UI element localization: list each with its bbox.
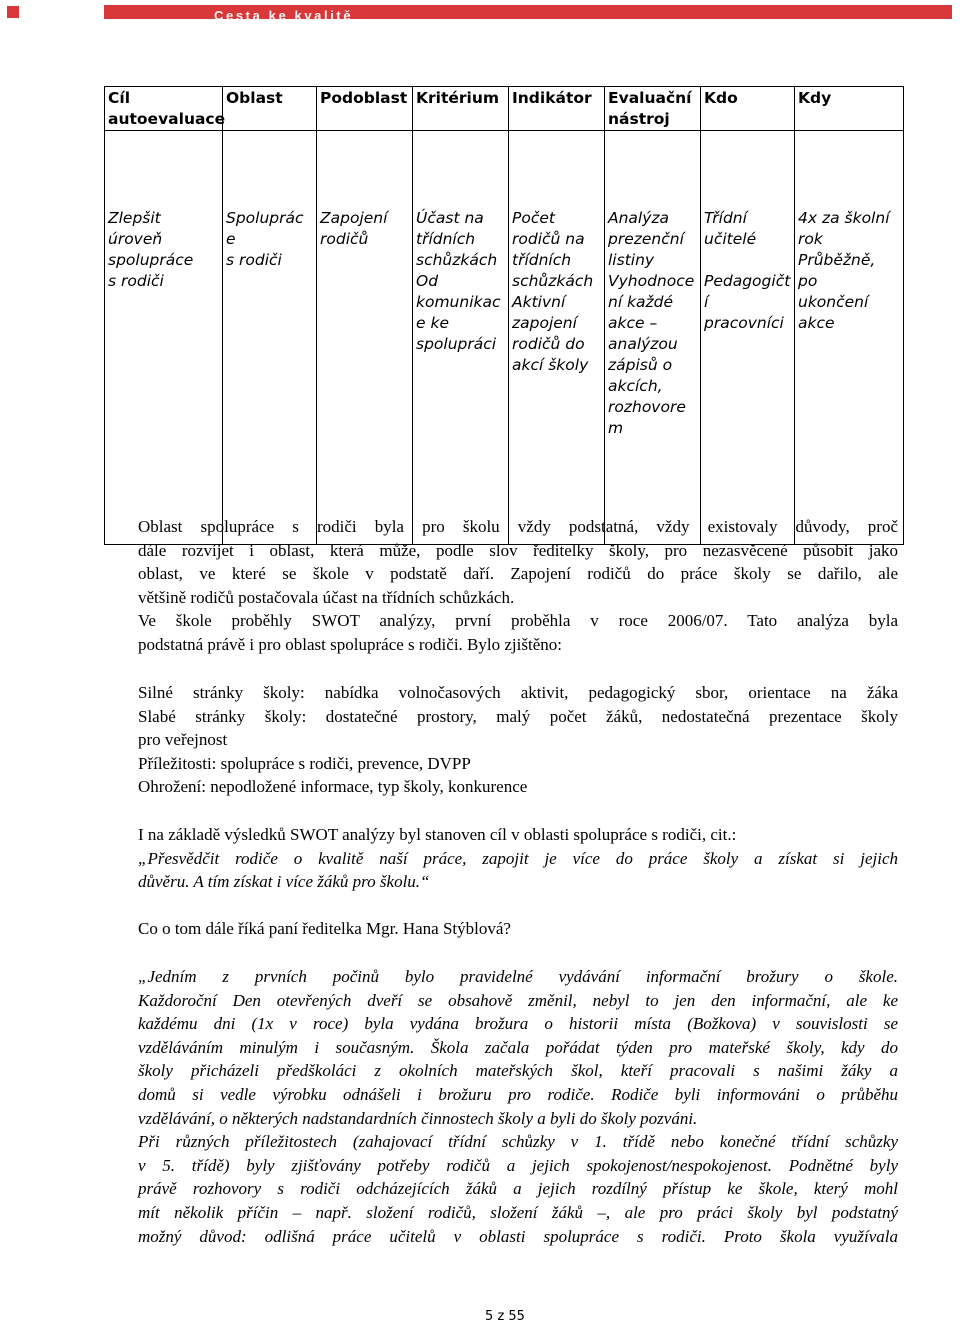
header-bar [104,5,952,23]
col-header-cil: Cíl autoevaluace [105,87,223,131]
cell-podoblast: Zapojení rodičů [317,131,413,545]
swot-strengths: Silné stránky školy: nabídka volnočasových aktivit, pedagogický sbor, orientace na žáka [138,683,898,702]
col-header-kriterium: Kritérium [413,87,509,131]
swot-weaknesses-cont: pro veřejnost [138,730,228,750]
interview-question: Co o tom dále říká paní ředitelka Mgr. Hana Stýblová? [138,919,511,938]
swot-opportunities: Příležitosti: spolupráce s rodiči, prevence, DVPP [138,753,471,773]
goal-quote-line: „Přesvědčit rodiče o kvalitě naší práce, zapojit je více do práce školy a získat si jejich [138,848,898,868]
header-title: Cesta ke kvalitě [214,8,354,23]
col-header-oblast: Oblast [223,87,317,131]
cell-nastroj: Analýza prezenční listiny Vyhodnoce ní každé akce – analýzou zápisů o akcích, rozhovore m [605,131,701,545]
goal-paragraph [138,823,898,894]
cell-kriterium: Účast na třídních schůzkách Od komunikac e ke spolupráci [413,131,509,545]
page-number: 5 z 55 [485,1309,525,1324]
interview-answer: „Jedním z prvních počinů bylo pravidelné vydávání informační brožury o škole. Každoroční Den otevřených dveří se obsahově změnil, nebyl to jen den informační, ale ke každému dni (1x v roce) byla vydána brožura o historii místa (Božkova) v souvislosti se vzděláváním minulým i současným. Škola začala pořádat týden pro mateřské školy, kdy do školy přicházeli předškoláci z okolních mateřských škol, kteří pracovali s našimi žáky a domů si vedle výrobku odnášeli i brožuru pro rodiče. Rodiče byli informováni o průběhu vzdělávání, o některých nadstandardních činnostech školy a byli do školy pozváni. Při různých příležitostech (zahajovací třídní schůzky v 1. třídě nebo konečné třídní schůzky v 5. třídě) byly zjišťovány potřeby rodičů a jejich spokojenost/nespokojenost. Podnětné byly právě rozhovory s rodiči odcházejících žáků a jejich rozdílný přístup ke škole, který mohl mít několik příčin – např. složení rodičů, složení žáků –, ale pro práci školy byl podstatný možný důvod: odlišná práce učitelů v oblasti spolupráce s rodiči. Proto škola využívala [138,967,898,1246]
col-header-kdo: Kdo [701,87,795,131]
col-header-indikator: Indikátor [509,87,605,131]
col-header-kdy: Kdy [795,87,904,131]
swot-threats: Ohrožení: nepodložené informace, typ školy, konkurence [138,777,528,797]
goal-intro: I na základě výsledků SWOT analýzy byl stanoven cíl v oblasti spolupráce s rodiči, cit.: [138,825,737,844]
col-header-podoblast: Podoblast [317,87,413,131]
goal-quote-line: důvěru. A tím získat i více žáků pro školu.“ [138,872,430,892]
cell-oblast: Spoluprác e s rodiči [223,131,317,545]
swot-weaknesses: Slabé stránky školy: dostatečné prostory, malý počet žáků, nedostatečná prezentace školy [138,706,898,726]
cell-kdo: Třídní učitelé Pedagogičt í pracovníci [701,131,795,545]
header-accent-square [7,6,19,18]
evaluation-table [104,86,904,545]
cell-indikator: Počet rodičů na třídních schůzkách Aktivní zapojení rodičů do akcí školy [509,131,605,545]
cell-cil: Zlepšit úroveň spolupráce s rodiči [105,131,223,545]
table-row [105,131,904,545]
swot-list [138,681,898,799]
cell-kdy: 4x za školní rok Průběžně, po ukončení akce [795,131,904,545]
col-header-nastroj: Evaluační nástroj [605,87,701,131]
intro-paragraph: Oblast spolupráce s rodiči byla pro školu vždy podstatná, vždy existovaly důvody, proč dále rozvíjet i oblast, která může, podle slov ředitelky školy, pro nezasvěcené působit jako oblast, ve které se škole v podstatě daří. Zapojení rodičů do práce školy se dařilo, ale většině rodičů postačovala účast na třídních schůzkách. Ve škole proběhly SWOT analýzy, první proběhla v roce 2006/07. Tato analýza byla podstatná právě i pro oblast spolupráce s rodiči. Bylo zjištěno: [138,517,898,654]
table-header-row [105,87,904,131]
